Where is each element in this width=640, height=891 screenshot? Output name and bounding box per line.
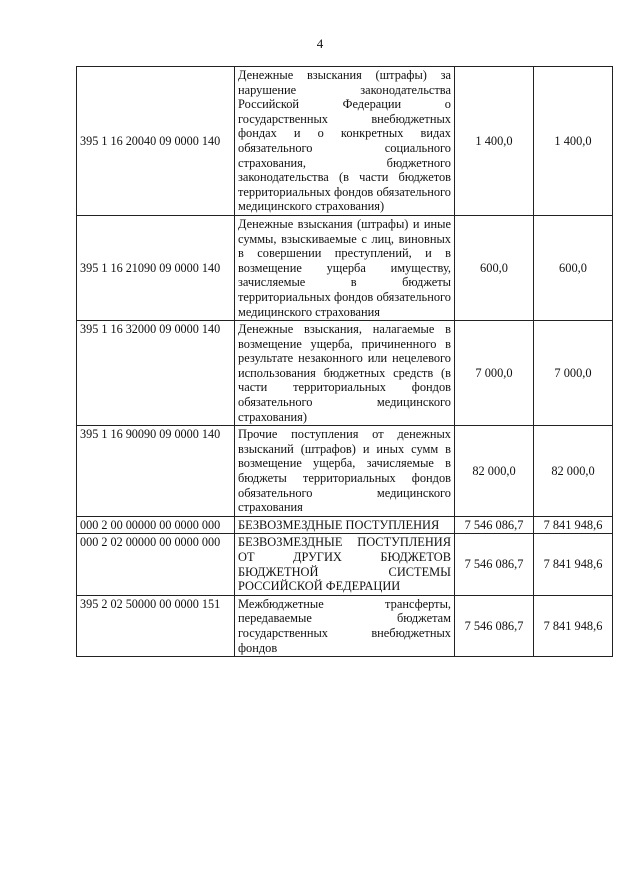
description-cell: Межбюджетные трансферты, передаваемые бюджетам государственных внебюджетных фондов [235, 595, 455, 656]
value-year-1-cell: 600,0 [455, 215, 534, 320]
table-row [77, 595, 613, 656]
value-year-2-cell: 7 000,0 [534, 321, 613, 426]
budget-code-cell: 395 2 02 50000 00 0000 151 [77, 595, 235, 656]
table-row [77, 321, 613, 426]
description-cell: БЕЗВОЗМЕЗДНЫЕ ПОСТУПЛЕНИЯ ОТ ДРУГИХ БЮДЖЕТОВ БЮДЖЕТНОЙ СИСТЕМЫ РОССИЙСКОЙ ФЕДЕРАЦИИ [235, 534, 455, 595]
value-year-2-cell: 7 841 948,6 [534, 595, 613, 656]
value-year-1-cell: 7 546 086,7 [455, 595, 534, 656]
description-cell: Денежные взыскания (штрафы) и иные суммы, взыскиваемые с лиц, виновных в совершении преступлений, и в возмещение ущерба имуществу, зачисляемые в бюджеты территориальных фондов обязательного медицинского страхования [235, 215, 455, 320]
value-year-1-cell: 7 546 086,7 [455, 534, 534, 595]
table-row [77, 426, 613, 517]
value-year-1-cell: 82 000,0 [455, 426, 534, 517]
budget-code-cell: 000 2 02 00000 00 0000 000 [77, 534, 235, 595]
description-cell: Прочие поступления от денежных взысканий (штрафов) и иных сумм в возмещение ущерба, зачисляемые в бюджеты территориальных фондов обязательного медицинского страхования [235, 426, 455, 517]
table-row [77, 215, 613, 320]
page-number: 4 [316, 36, 324, 51]
table-row [77, 534, 613, 595]
revenue-table [76, 66, 613, 657]
budget-code-cell: 000 2 00 00000 00 0000 000 [77, 516, 235, 534]
budget-code-cell: 395 1 16 32000 09 0000 140 [77, 321, 235, 426]
budget-code-cell: 395 1 16 20040 09 0000 140 [77, 67, 235, 216]
budget-code-cell: 395 1 16 21090 09 0000 140 [77, 215, 235, 320]
value-year-2-cell: 82 000,0 [534, 426, 613, 517]
description-cell: БЕЗВОЗМЕЗДНЫЕ ПОСТУПЛЕНИЯ [235, 516, 455, 534]
table-row [77, 67, 613, 216]
value-year-2-cell: 7 841 948,6 [534, 516, 613, 534]
value-year-2-cell: 7 841 948,6 [534, 534, 613, 595]
description-cell: Денежные взыскания (штрафы) за нарушение законодательства Российской Федерации о государственных внебюджетных фондах и о конкретных видах обязательного социального страхования, бюджетного законодательства (в части бюджетов территориальных фондов обязательного медицинского страхования) [235, 67, 455, 216]
value-year-2-cell: 600,0 [534, 215, 613, 320]
value-year-1-cell: 1 400,0 [455, 67, 534, 216]
budget-code-cell: 395 1 16 90090 09 0000 140 [77, 426, 235, 517]
value-year-1-cell: 7 000,0 [455, 321, 534, 426]
table-row [77, 516, 613, 534]
value-year-2-cell: 1 400,0 [534, 67, 613, 216]
description-cell: Денежные взыскания, налагаемые в возмещение ущерба, причиненного в результате незаконного или нецелевого использования бюджетных средств (в части территориальных фондов обязательного медицинского страхования) [235, 321, 455, 426]
value-year-1-cell: 7 546 086,7 [455, 516, 534, 534]
